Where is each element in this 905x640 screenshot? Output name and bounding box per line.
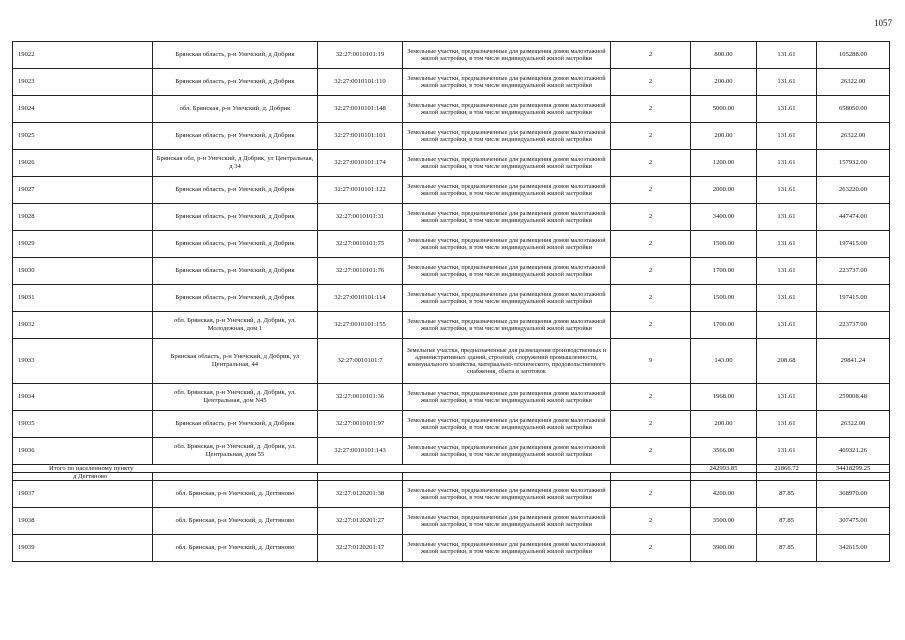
land-use-cell: Земельные участки, предназначенные для размещения домов малоэтажной жилой застройки, в том числе индивидуальной жилой застройки bbox=[403, 123, 611, 150]
row-number: 19023 bbox=[13, 69, 153, 96]
cadastral-number-cell: 32:27:0010101:36 bbox=[318, 384, 403, 411]
locality-name: д Дегтяново bbox=[13, 473, 153, 481]
address-cell: Брянская область, р-н Унечский, д Добрик, ул Центральная, 44 bbox=[153, 339, 318, 384]
group-cell: 2 bbox=[611, 150, 691, 177]
address-cell: обл. Брянская, р-н Унечский, д. Добрик, ул. Молодежная, дом 1 bbox=[153, 312, 318, 339]
group-cell: 2 bbox=[611, 312, 691, 339]
row-number: 19026 bbox=[13, 150, 153, 177]
address-cell: обл. Брянская, р-н Унечский, д. Добрик bbox=[153, 96, 318, 123]
row-number: 19039 bbox=[13, 535, 153, 562]
area-cell: 1500.00 bbox=[691, 231, 757, 258]
land-use-cell: Земельные участки, предназначенные для размещения домов малоэтажной жилой застройки, в том числе индивидуальной жилой застройки bbox=[403, 150, 611, 177]
row-number: 19028 bbox=[13, 204, 153, 231]
value-cell: 263220.00 bbox=[817, 177, 890, 204]
group-cell: 2 bbox=[611, 411, 691, 438]
group-cell: 2 bbox=[611, 438, 691, 465]
address-cell: обл. Брянская, р-н Унечский, д. Добрик, ул. Центральная, дом N45 bbox=[153, 384, 318, 411]
value-cell: 157932.00 bbox=[817, 150, 890, 177]
rate-cell: 87.85 bbox=[757, 508, 817, 535]
value-cell: 223737.00 bbox=[817, 312, 890, 339]
area-cell: 1700.00 bbox=[691, 312, 757, 339]
value-cell: 259008.48 bbox=[817, 384, 890, 411]
table-row bbox=[13, 231, 890, 258]
address-cell: Брянская область, р-н Унечский, д Добрик bbox=[153, 69, 318, 96]
table-row bbox=[13, 204, 890, 231]
rate-cell: 131.61 bbox=[757, 123, 817, 150]
rate-cell: 131.61 bbox=[757, 285, 817, 312]
cadastral-number-cell: 32:27:0010101:122 bbox=[318, 177, 403, 204]
group-cell: 2 bbox=[611, 42, 691, 69]
row-number: 19025 bbox=[13, 123, 153, 150]
value-cell: 307475.00 bbox=[817, 508, 890, 535]
value-cell: 26322.00 bbox=[817, 411, 890, 438]
row-number: 19037 bbox=[13, 481, 153, 508]
row-number: 19027 bbox=[13, 177, 153, 204]
area-cell: 800.00 bbox=[691, 42, 757, 69]
cadastral-number-cell: 32:27:0010101:76 bbox=[318, 258, 403, 285]
rate-cell: 131.61 bbox=[757, 96, 817, 123]
land-use-cell: Земельные участки, предназначенные для размещения домов малоэтажной жилой застройки, в том числе индивидуальной жилой застройки bbox=[403, 438, 611, 465]
row-number: 19029 bbox=[13, 231, 153, 258]
table-row bbox=[13, 285, 890, 312]
land-use-cell: Земельные участки, предназначенные для размещения домов малоэтажной жилой застройки, в том числе индивидуальной жилой застройки bbox=[403, 177, 611, 204]
land-use-cell: Земельные участки, предназначенные для размещения домов малоэтажной жилой застройки, в том числе индивидуальной жилой застройки bbox=[403, 312, 611, 339]
row-number: 19031 bbox=[13, 285, 153, 312]
table-row bbox=[13, 42, 890, 69]
group-cell: 9 bbox=[611, 339, 691, 384]
locality-row bbox=[13, 473, 890, 481]
group-cell: 2 bbox=[611, 285, 691, 312]
rate-cell: 131.61 bbox=[757, 150, 817, 177]
rate-cell: 131.61 bbox=[757, 231, 817, 258]
value-cell: 223737.00 bbox=[817, 258, 890, 285]
table-row bbox=[13, 508, 890, 535]
value-cell: 342615.00 bbox=[817, 535, 890, 562]
cadastral-number-cell: 32:27:0010101:101 bbox=[318, 123, 403, 150]
land-use-cell: Земельные участки, предназначенные для размещения домов малоэтажной жилой застройки, в том числе индивидуальной жилой застройки bbox=[403, 411, 611, 438]
address-cell: обл. Брянская, р-н Унечский, д. Дегтяново bbox=[153, 481, 318, 508]
group-cell: 2 bbox=[611, 535, 691, 562]
value-cell: 105288.00 bbox=[817, 42, 890, 69]
table-body bbox=[13, 42, 890, 562]
address-cell: обл. Брянская, р-н Унечский, д. Дегтяново bbox=[153, 508, 318, 535]
cadastral-number-cell: 32:27:0010101:114 bbox=[318, 285, 403, 312]
address-cell: Брянская область, р-н Унечский, д Добрик bbox=[153, 231, 318, 258]
rate-cell: 87.85 bbox=[757, 535, 817, 562]
table-row bbox=[13, 384, 890, 411]
area-cell: 1500.00 bbox=[691, 285, 757, 312]
group-cell: 2 bbox=[611, 204, 691, 231]
table-row bbox=[13, 481, 890, 508]
group-cell: 2 bbox=[611, 177, 691, 204]
empty-cell bbox=[611, 473, 691, 481]
value-cell: 26322.00 bbox=[817, 123, 890, 150]
cadastral-number-cell: 32:27:0120201:27 bbox=[318, 508, 403, 535]
row-number: 19030 bbox=[13, 258, 153, 285]
value-cell: 447474.00 bbox=[817, 204, 890, 231]
row-number: 19035 bbox=[13, 411, 153, 438]
group-cell: 2 bbox=[611, 69, 691, 96]
group-cell: 2 bbox=[611, 96, 691, 123]
land-use-cell: Земельные участки, предназначенные для размещения домов малоэтажной жилой застройки, в том числе индивидуальной жилой застройки bbox=[403, 481, 611, 508]
cadastral-number-cell: 32:27:0120201:38 bbox=[318, 481, 403, 508]
land-use-cell: Земельные участки, предназначенные для размещения домов малоэтажной жилой застройки, в том числе индивидуальной жилой застройки bbox=[403, 42, 611, 69]
area-cell: 143.00 bbox=[691, 339, 757, 384]
group-cell: 2 bbox=[611, 231, 691, 258]
address-cell: Брянская область, р-н Унечский, д Добрик bbox=[153, 411, 318, 438]
value-cell: 197415.00 bbox=[817, 285, 890, 312]
rate-cell: 131.61 bbox=[757, 312, 817, 339]
value-cell: 658050.00 bbox=[817, 96, 890, 123]
land-use-cell: Земельные участки, предназначенные для размещения домов малоэтажной жилой застройки, в том числе индивидуальной жилой застройки bbox=[403, 535, 611, 562]
land-use-cell: Земельные участки, предназначенные для размещения домов малоэтажной жилой застройки, в том числе индивидуальной жилой застройки bbox=[403, 285, 611, 312]
rate-cell: 131.61 bbox=[757, 384, 817, 411]
empty-cell bbox=[153, 473, 318, 481]
row-number: 19022 bbox=[13, 42, 153, 69]
address-cell: Брянская область, р-н Унечский, д Добрик bbox=[153, 285, 318, 312]
total-rate: 21866.72 bbox=[757, 465, 817, 473]
area-cell: 5000.00 bbox=[691, 96, 757, 123]
rate-cell: 131.61 bbox=[757, 258, 817, 285]
table-row bbox=[13, 535, 890, 562]
land-use-cell: Земельные участки, предназначенные для размещения домов малоэтажной жилой застройки, в том числе индивидуальной жилой застройки bbox=[403, 384, 611, 411]
area-cell: 3400.00 bbox=[691, 204, 757, 231]
table-row bbox=[13, 96, 890, 123]
area-cell: 200.00 bbox=[691, 411, 757, 438]
value-cell: 197415.00 bbox=[817, 231, 890, 258]
cadastral-number-cell: 32:27:0010101:143 bbox=[318, 438, 403, 465]
rate-cell: 131.61 bbox=[757, 177, 817, 204]
empty-cell bbox=[403, 473, 611, 481]
group-cell: 2 bbox=[611, 481, 691, 508]
empty-cell bbox=[318, 473, 403, 481]
group-cell: 2 bbox=[611, 384, 691, 411]
address-cell: Брянская область, р-н Унечский, д Добрик bbox=[153, 177, 318, 204]
address-cell: Брянская обл, р-н Унечский, д Добрик, ул Центральная, д 34 bbox=[153, 150, 318, 177]
area-cell: 3900.00 bbox=[691, 535, 757, 562]
table-row bbox=[13, 258, 890, 285]
land-use-cell: Земельные участки, предназначенные для размещения домов малоэтажной жилой застройки, в том числе индивидуальной жилой застройки bbox=[403, 69, 611, 96]
area-cell: 4200.00 bbox=[691, 481, 757, 508]
address-cell: Брянская область, р-н Унечский, д Добрик bbox=[153, 258, 318, 285]
row-number: 19034 bbox=[13, 384, 153, 411]
table-row bbox=[13, 339, 890, 384]
rate-cell: 208.68 bbox=[757, 339, 817, 384]
empty-cell bbox=[817, 473, 890, 481]
table-row bbox=[13, 438, 890, 465]
area-cell: 1200.00 bbox=[691, 150, 757, 177]
value-cell: 26322.00 bbox=[817, 69, 890, 96]
value-cell: 29841.24 bbox=[817, 339, 890, 384]
table-row bbox=[13, 177, 890, 204]
cadastral-number-cell: 32:27:0010101:97 bbox=[318, 411, 403, 438]
row-number: 19038 bbox=[13, 508, 153, 535]
address-cell: Брянская область, р-н Унечский, д Добрик bbox=[153, 123, 318, 150]
cadastral-number-cell: 32:27:0010101:110 bbox=[318, 69, 403, 96]
rate-cell: 131.61 bbox=[757, 411, 817, 438]
cadastral-value-table bbox=[12, 41, 890, 562]
empty-cell bbox=[757, 473, 817, 481]
area-cell: 1968.00 bbox=[691, 384, 757, 411]
cadastral-number-cell: 32:27:0010101:148 bbox=[318, 96, 403, 123]
area-cell: 200.00 bbox=[691, 69, 757, 96]
table-row bbox=[13, 69, 890, 96]
cadastral-number-cell: 32:27:0010101:174 bbox=[318, 150, 403, 177]
area-cell: 3566.00 bbox=[691, 438, 757, 465]
rate-cell: 87.85 bbox=[757, 481, 817, 508]
address-cell: обл. Брянская, р-н Унечский, д. Добрик, ул. Центральная, дом 55 bbox=[153, 438, 318, 465]
table-row bbox=[13, 123, 890, 150]
land-use-cell: Земельные участки, предназначенные для размещения домов малоэтажной жилой застройки, в том числе индивидуальной жилой застройки bbox=[403, 508, 611, 535]
rate-cell: 131.61 bbox=[757, 204, 817, 231]
land-use-cell: Земельные участки, предназначенные для размещения домов малоэтажной жилой застройки, в том числе индивидуальной жилой застройки bbox=[403, 204, 611, 231]
area-cell: 1700.00 bbox=[691, 258, 757, 285]
group-cell: 2 bbox=[611, 258, 691, 285]
land-use-cell: Земельные участки, предназначенные для размещения домов малоэтажной жилой застройки, в том числе индивидуальной жилой застройки bbox=[403, 96, 611, 123]
cadastral-number-cell: 32:27:0010101:7 bbox=[318, 339, 403, 384]
cadastral-number-cell: 32:27:0010101:19 bbox=[318, 42, 403, 69]
rate-cell: 131.61 bbox=[757, 69, 817, 96]
page-number: 1057 bbox=[874, 18, 892, 28]
table-row bbox=[13, 411, 890, 438]
empty-cell bbox=[691, 473, 757, 481]
land-use-cell: Земельные участки, предназначенные для размещения производственных и административных зданий, строений, сооружений промышленности, коммунального хозяйства, материально-технического, продовольственного снабжения, сбыта и заготовок bbox=[403, 339, 611, 384]
area-cell: 2000.00 bbox=[691, 177, 757, 204]
group-cell: 2 bbox=[611, 123, 691, 150]
row-number: 19033 bbox=[13, 339, 153, 384]
address-cell: обл. Брянская, р-н Унечский, д. Дегтяново bbox=[153, 535, 318, 562]
value-cell: 469321.26 bbox=[817, 438, 890, 465]
cadastral-number-cell: 32:27:0010101:31 bbox=[318, 204, 403, 231]
table-row bbox=[13, 150, 890, 177]
total-area: 242993.85 bbox=[691, 465, 757, 473]
total-row bbox=[13, 465, 890, 473]
table-row bbox=[13, 312, 890, 339]
total-label: Итого по населенному пункту bbox=[13, 465, 691, 473]
rate-cell: 131.61 bbox=[757, 42, 817, 69]
row-number: 19032 bbox=[13, 312, 153, 339]
area-cell: 200.00 bbox=[691, 123, 757, 150]
group-cell: 2 bbox=[611, 508, 691, 535]
cadastral-number-cell: 32:27:0010101:155 bbox=[318, 312, 403, 339]
land-use-cell: Земельные участки, предназначенные для размещения домов малоэтажной жилой застройки, в том числе индивидуальной жилой застройки bbox=[403, 258, 611, 285]
land-use-cell: Земельные участки, предназначенные для размещения домов малоэтажной жилой застройки, в том числе индивидуальной жилой застройки bbox=[403, 231, 611, 258]
total-value: 34418299.25 bbox=[817, 465, 890, 473]
cadastral-number-cell: 32:27:0010101:75 bbox=[318, 231, 403, 258]
rate-cell: 131.61 bbox=[757, 438, 817, 465]
address-cell: Брянская область, р-н Унечский, д Добрик bbox=[153, 42, 318, 69]
cadastral-number-cell: 32:27:0120201:17 bbox=[318, 535, 403, 562]
value-cell: 368970.00 bbox=[817, 481, 890, 508]
area-cell: 3500.00 bbox=[691, 508, 757, 535]
row-number: 19036 bbox=[13, 438, 153, 465]
address-cell: Брянская область, р-н Унечский, д Добрик bbox=[153, 204, 318, 231]
row-number: 19024 bbox=[13, 96, 153, 123]
